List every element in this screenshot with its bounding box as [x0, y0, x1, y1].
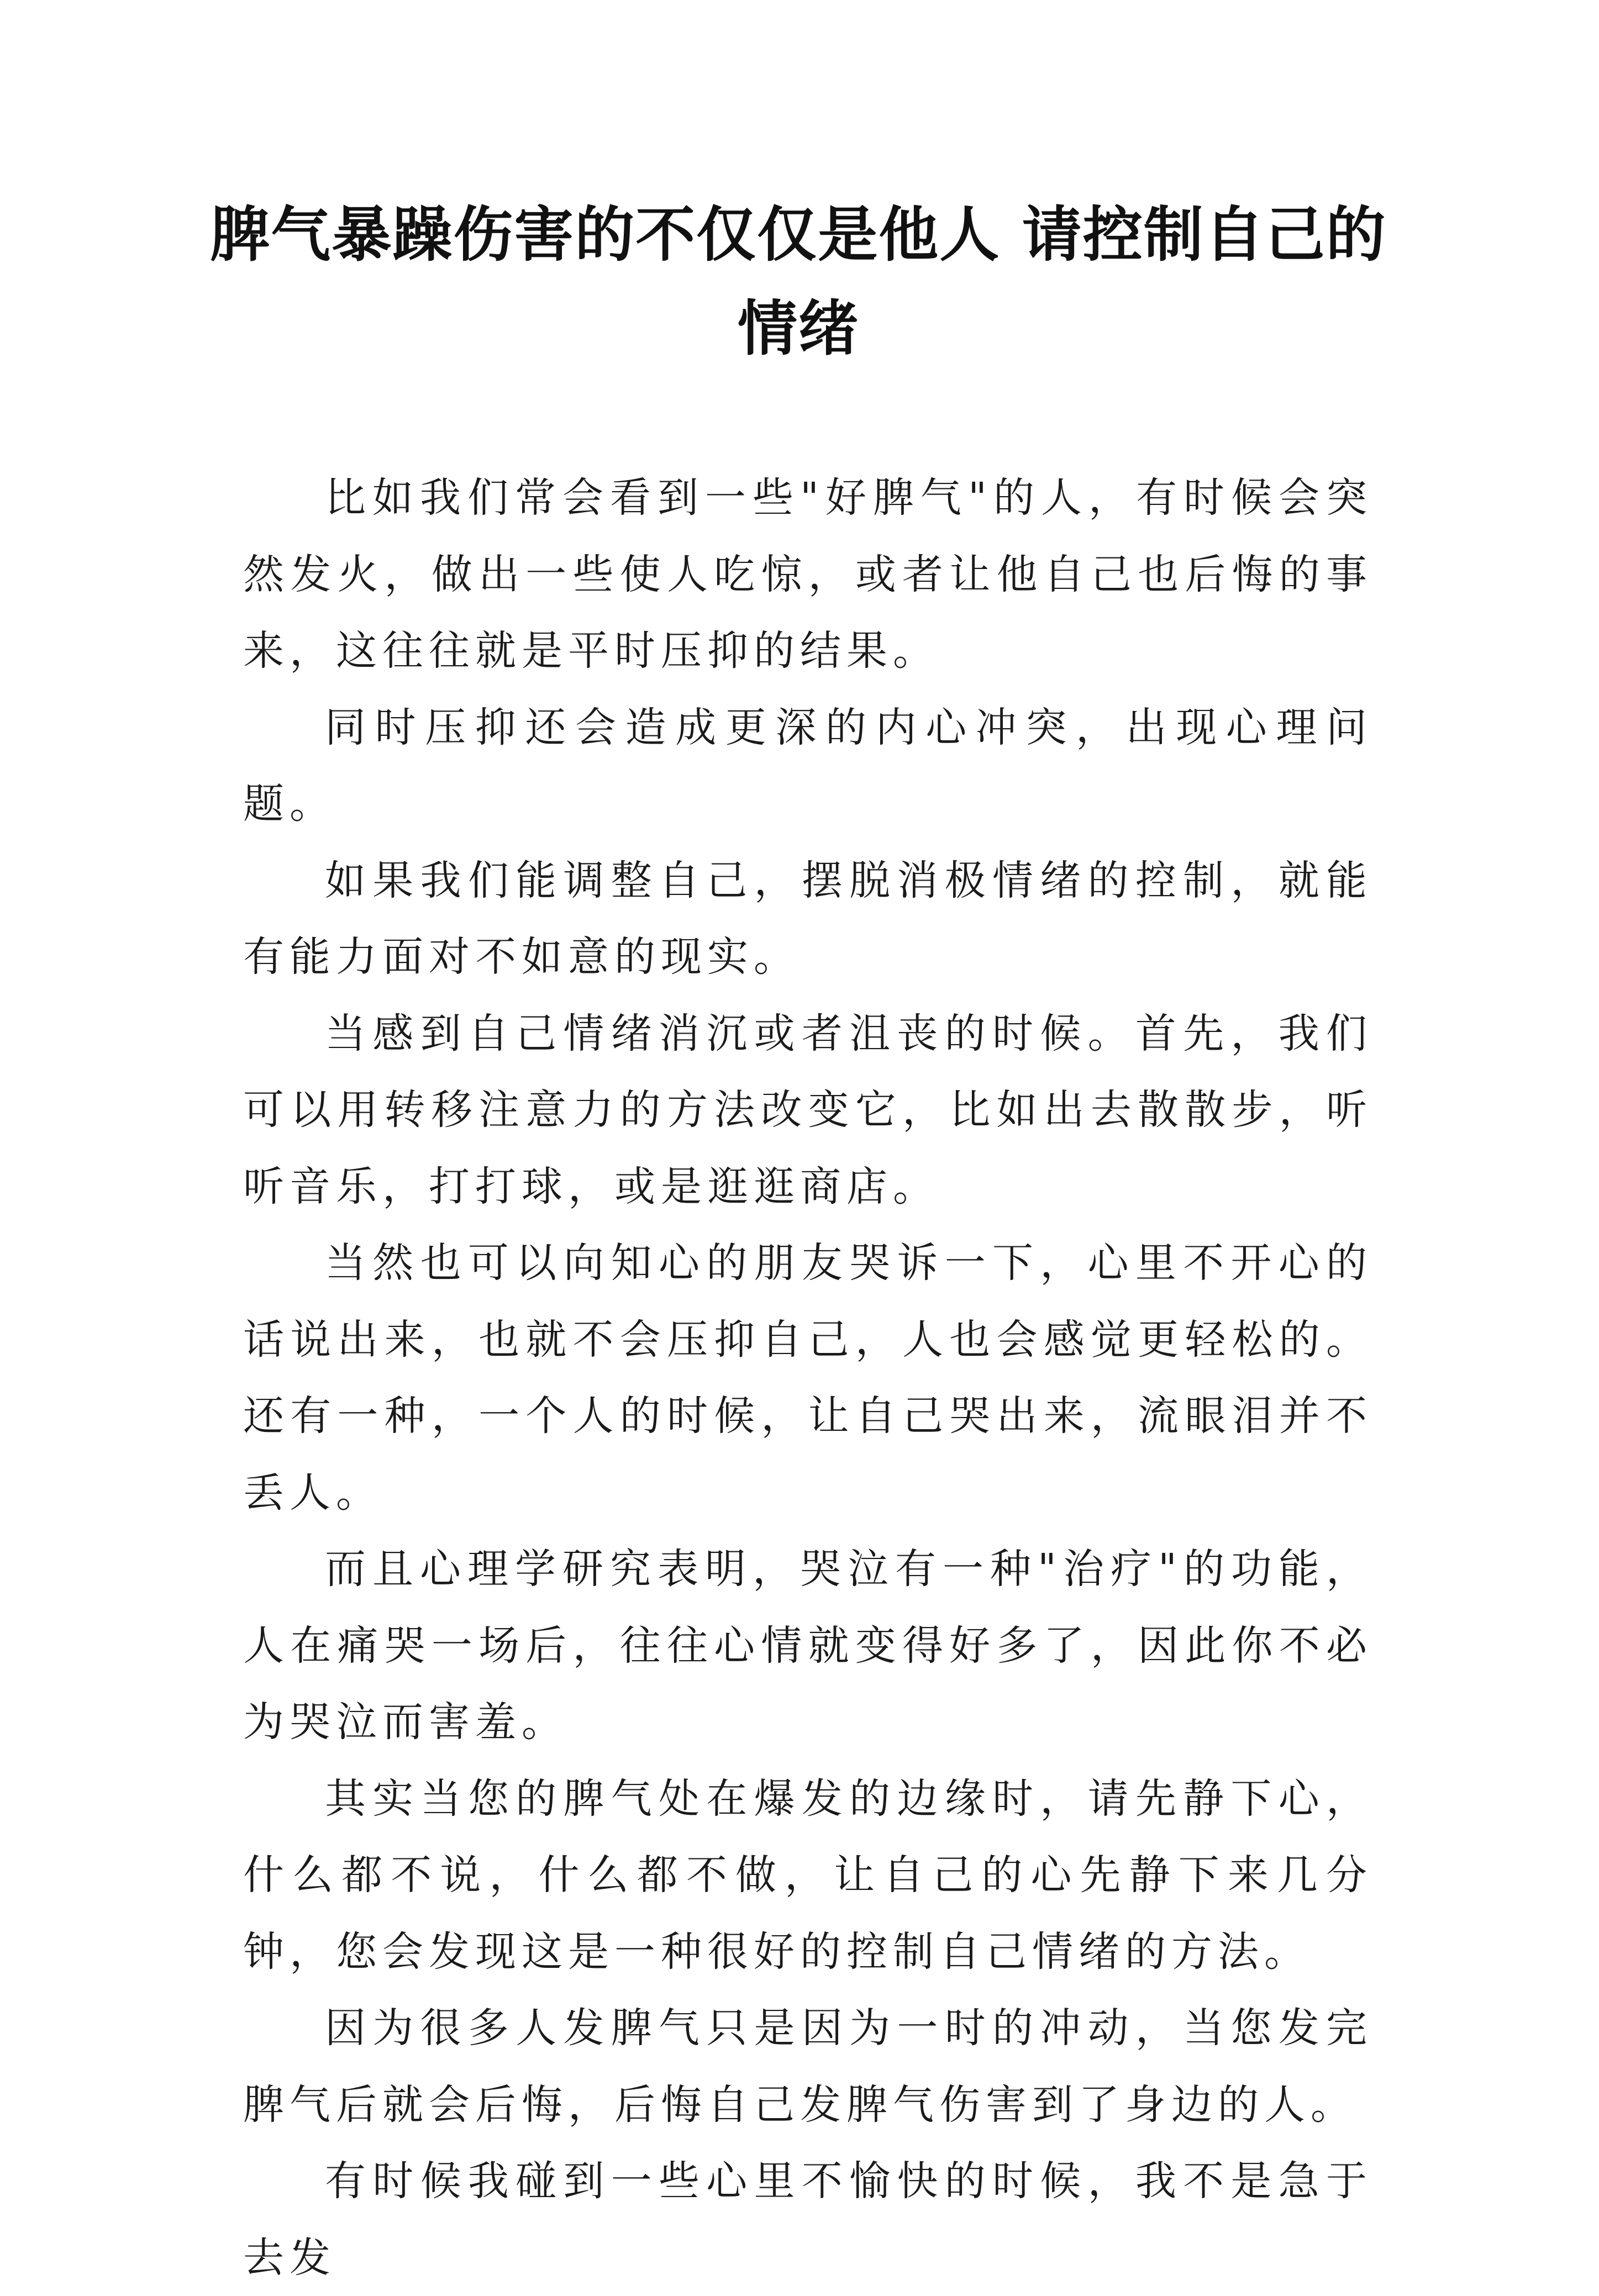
- paragraph: 而且心理学研究表明，哭泣有一种"治疗"的功能，人在痛哭一场后，往往心情就变得好多了，因此你不必为哭泣而害羞。: [243, 1545, 1372, 1746]
- paragraph: 有时候我碰到一些心里不愉快的时候，我不是急于去发: [243, 2157, 1372, 2282]
- document-body: [243, 460, 1372, 2296]
- paragraph: 其实当您的脾气处在爆发的边缘时，请先静下心，什么都不说，什么都不做，让自己的心先静下来几分钟，您会发现这是一种很好的控制自己情绪的方法。: [243, 1774, 1372, 1976]
- paragraph: 比如我们常会看到一些"好脾气"的人，有时候会突然发火，做出一些使人吃惊，或者让他自己也后悔的事来，这往往就是平时压抑的结果。: [243, 474, 1372, 675]
- paragraph: 当然也可以向知心的朋友哭诉一下，心里不开心的话说出来，也就不会压抑自己，人也会感觉更轻松的。还有一种，一个人的时候，让自己哭出来，流眼泪并不丢人。: [243, 1239, 1372, 1516]
- document-title: 脾气暴躁伤害的不仅仅是他人 请控制自己的情绪: [210, 200, 1387, 364]
- paragraph: 同时压抑还会造成更深的内心冲突，出现心理问题。: [243, 703, 1372, 828]
- paragraph: 当感到自己情绪消沉或者沮丧的时候。首先，我们可以用转移注意力的方法改变它，比如出去散散步，听听音乐，打打球，或是逛逛商店。: [243, 1009, 1372, 1210]
- paragraph: 如果我们能调整自己，摆脱消极情绪的控制，就能有能力面对不如意的现实。: [243, 856, 1372, 981]
- paragraph: 因为很多人发脾气只是因为一时的冲动，当您发完脾气后就会后悔，后悔自己发脾气伤害到了身边的人。: [243, 2004, 1372, 2129]
